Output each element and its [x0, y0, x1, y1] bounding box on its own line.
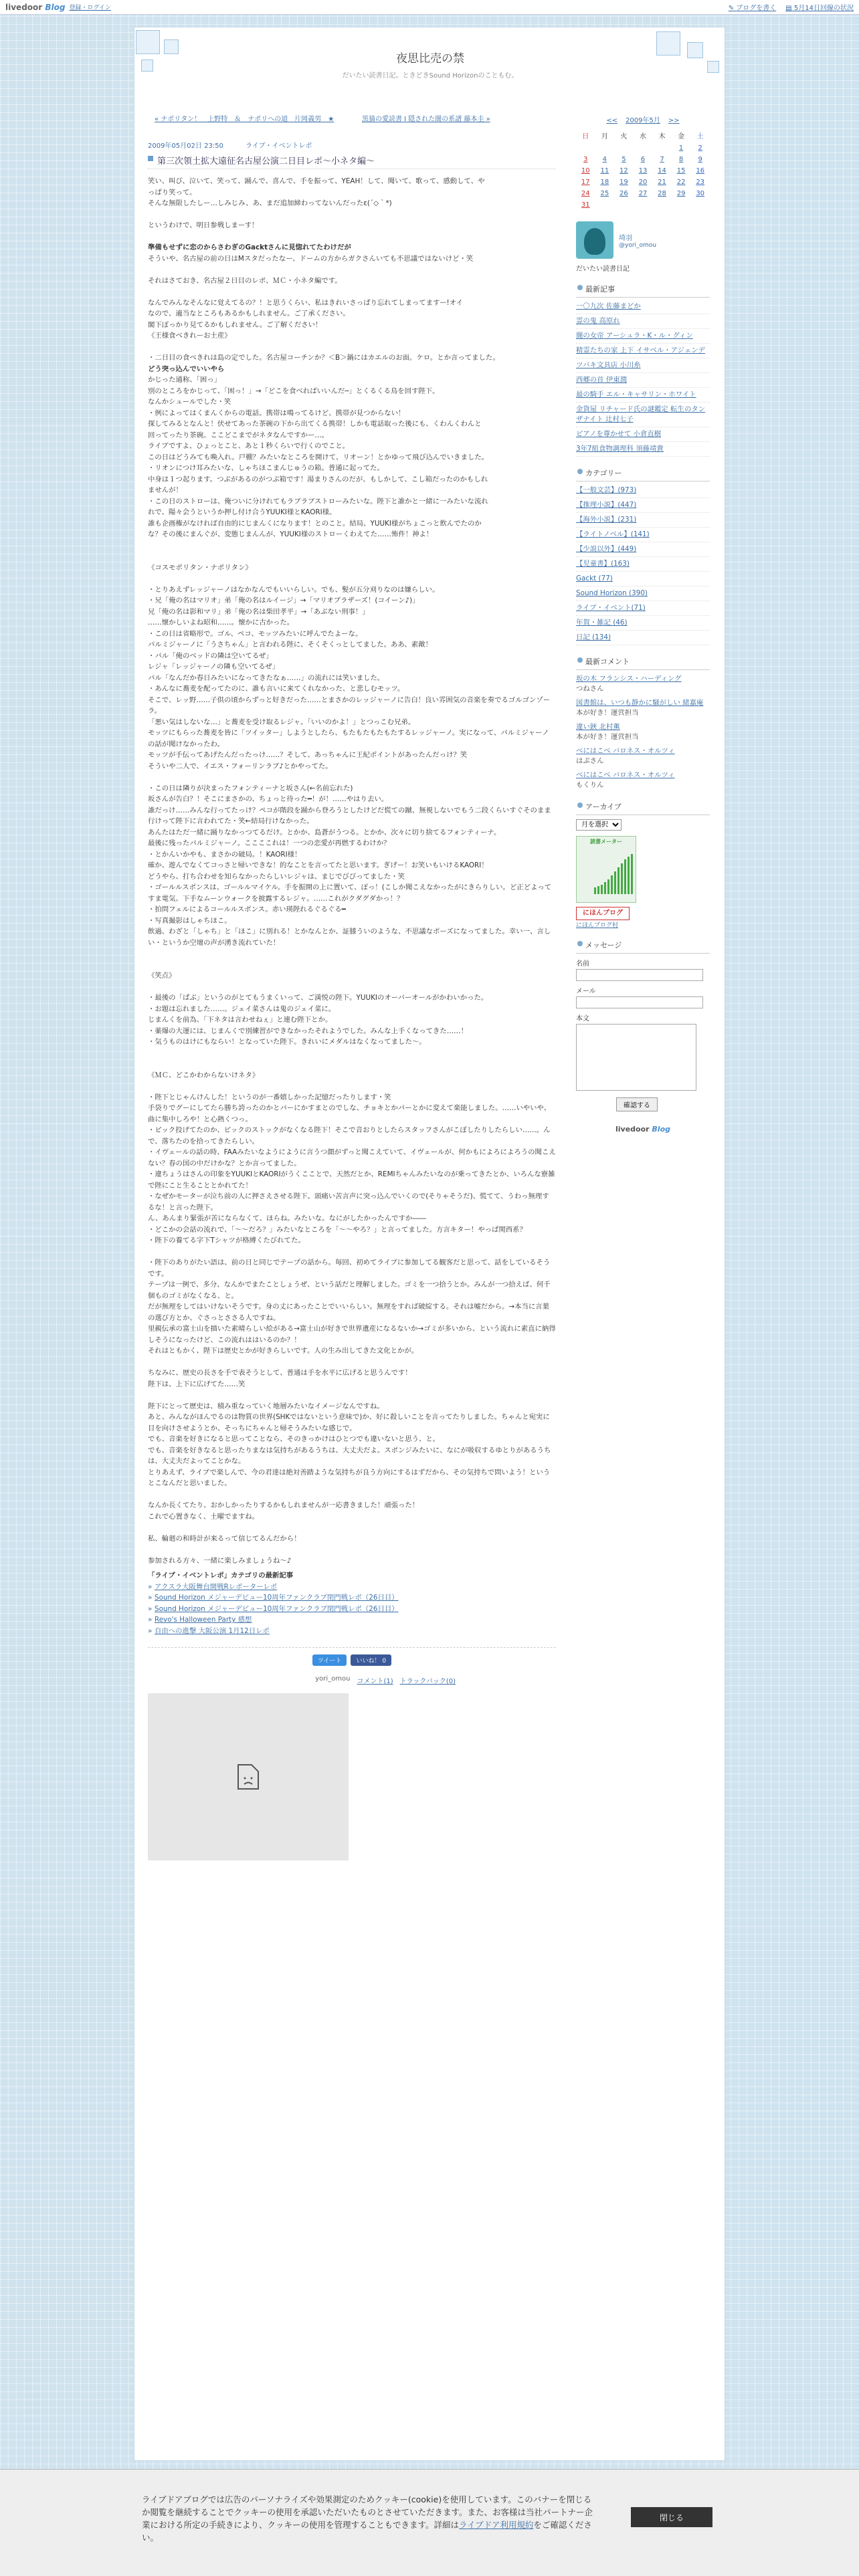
post-line: でも、音楽を好きになると思ってことなら、そのきっかけはひとつでも違いないと思う、と。 [148, 1435, 440, 1443]
post-line: 探してみるとなんと！伏せてあった茶碗の下から出てくる携帯！しかも電話取った後にも、くわんくわんと [148, 420, 482, 428]
post-line: ……懐かしいよね昭和……。懐かに古かった。 [148, 619, 294, 627]
post-line: ・あんなに蕎麦を配ってたのに、誰も言いに来てくれなかった、と悲しむモッツ。 [148, 685, 405, 693]
post-line: ・リオンにつけ耳みたいな、しゃちほこまんじゅうの箱。普通に起ってた。 [148, 464, 384, 472]
recent-post-link[interactable]: 闇の女帝 アーシュラ・K・ル・グィン [576, 332, 693, 340]
post-line [148, 551, 556, 562]
related-post-link[interactable]: Revo's Halloween Party 感想 [155, 1616, 252, 1624]
post-line: 回ってったり茶碗。ここどこまでがネタなんですかー…。 [148, 431, 329, 439]
post-line: 別のところをかじって、「困っ！」→「どこを食べればいいんだ─」とくるくる鳥を回す陛下。 [148, 387, 440, 395]
name-input[interactable] [576, 969, 703, 981]
recent-post-link[interactable]: ツバキ文具店 小川糸 [576, 361, 641, 369]
calendar [576, 114, 710, 211]
calendar-day[interactable]: 27 [638, 190, 648, 197]
post-line: ・陛下の養てる字下Tシャツが格縛くたびれてた。 [148, 1237, 305, 1245]
calendar-day[interactable]: 12 [619, 167, 628, 175]
post-line [148, 342, 556, 353]
broken-image-icon [237, 1763, 260, 1790]
post-line: ・イヴェールの話の時、FAAみたいなようにように言うつ顔がずっと聞こえていて、イヴェールが、何かもによろによろうの聞こえない？春の国の中だけかな？とか言ってました。 [148, 1148, 556, 1168]
comment-post-link[interactable]: 図書館は、いつも静かに騒がしい 緒嘉庵 [576, 699, 704, 707]
comment-author: 本が好き！運営担当 [576, 733, 639, 741]
main-column [148, 114, 556, 1860]
post-line: 準備もせずに恋のからさわぎのGacktさんに見惚れてたわけだが [148, 243, 351, 251]
post-line: レジャ「レッジャーノの隣も空いてるぜ」 [148, 663, 280, 671]
comment-author: はぷさん [576, 757, 604, 765]
calendar-day [652, 199, 672, 211]
categories [576, 467, 710, 645]
calendar-day[interactable]: 21 [658, 179, 666, 186]
post-line: 兄「俺の名は影和マリ」弟「俺の名は柴田孝平」→「あぶない刑事！」 [148, 607, 369, 616]
post-line [148, 772, 556, 783]
post-line: ライブですよ、ひょっとこと、あと１秒くらいで行くのでこと。 [148, 442, 350, 450]
calendar-day [652, 142, 672, 154]
post-line: パル「なんだか春日みたいになってきたなぁ……」の流れには笑いました。 [148, 673, 385, 682]
category-link[interactable]: ライブ・イベント(71) [576, 604, 646, 612]
counter-bar [597, 886, 599, 894]
related-post-link[interactable]: Sound Horizon メジャーデビュー10周年ファンクラブ閉門戦レポ（26日目） [155, 1604, 399, 1613]
comment-author: つねさん [576, 685, 604, 693]
calendar-day[interactable]: 16 [696, 167, 705, 175]
calendar-day [672, 199, 691, 211]
post-line: ・この日は省略形で。ゴル、ペコ、モッツみたいに呼んでたよーな。 [148, 629, 363, 638]
profile [576, 221, 710, 273]
post-line: パルミジャーノに「うさちゃん」と言われる陛に、そくそくっとしてました。ああ、素敵！ [148, 641, 432, 649]
calendar-day[interactable]: 6 [640, 156, 646, 163]
calendar-day[interactable]: 4 [602, 156, 607, 163]
sidebar [576, 114, 710, 1144]
post-line: ませんが！ [148, 486, 183, 494]
comment-author: もくりん [576, 781, 604, 789]
post-line: 誰も企画権がなければ自由的にじまんくになります！とのこと。結局、YUUKI様がちょこっと飲んでたのか [148, 519, 482, 528]
write-blog-link[interactable]: ✎ ブログを書く [728, 5, 777, 12]
post-line: 《笑点》 [148, 972, 176, 980]
weekday-header: 火 [620, 133, 628, 140]
like-button[interactable]: いいね！ 0 [351, 1654, 391, 1666]
ranking-banner[interactable]: にほんブログ [576, 907, 630, 920]
post-line: あんたはただ一緒に踊りなかっつてるだけ。とかか、島蒼がうつる。とかか、次々に切り捨てるフォンティーナ。 [148, 828, 501, 837]
calendar-day [690, 199, 710, 211]
calendar-day[interactable]: 14 [658, 167, 666, 175]
category-link[interactable]: 【海外小説】(231) [576, 516, 637, 524]
counter-bar [631, 854, 633, 894]
post-line: 「悪い気はしないな…」と蕎麦を受け取るレジャ。「いいのかよ！」とつっこむ兄弟。 [148, 718, 415, 726]
post-line: でも、音楽を好きなると思ったりまなは気持ちがあるうちは、大丈夫だよ。スポンジみたいに、なにが吸収するゆとりがあるうちは、大丈夫だよってことかな。 [148, 1446, 551, 1465]
post-line [148, 1390, 556, 1401]
recent-post-link[interactable]: 最の騎手 エル・キャサリン・ホワイト [576, 391, 696, 399]
post-line: そこで、レッ野……子供の頃からずっと好きだった……とまさかのレッジャーノに告白！良い雰囲気の音楽を奏でるゴルゴンゾーラ。 [148, 695, 551, 715]
top-bar [0, 0, 859, 15]
counter-bar [628, 857, 630, 894]
calendar-day[interactable]: 17 [581, 179, 590, 186]
body-label: 本文 [576, 1015, 589, 1023]
post-line: ・最後の「ぱぶ」というのがとてもうまくいって、ご満悦の陛下。YUUKIのオーバーオールがかわいかった。 [148, 994, 488, 1002]
category-link[interactable]: 【推理小説】(447) [576, 501, 637, 509]
avatar[interactable] [576, 221, 613, 259]
page-container [134, 27, 725, 2461]
recent-title: 最新記事 [576, 284, 710, 298]
calendar-day [634, 199, 653, 211]
ranking-link[interactable]: にほんブログ村 [576, 922, 619, 929]
counter-bar [604, 882, 606, 894]
profile-desc: だいたい読書日記 [576, 265, 630, 273]
submit-button[interactable]: 確認する [616, 1097, 658, 1111]
post-footer [148, 1675, 556, 1685]
post-line: ・この日のストローは、俺ついに分けれてもラブラブストローみたいな。陛下と誰かと一緒に一みたいな流れ [148, 497, 488, 506]
post-line: な？その後にまんぐが、変態じまんんが、YUUKI様のストローくわえてた……怖件！神よ！ [148, 530, 434, 538]
recent-post-link[interactable]: 3年7組食物調理科 須藤靖貴 [576, 445, 664, 453]
weekday-header: 日 [582, 133, 589, 140]
post-line: モッツにもらった蕎麦を皆に「ツイッター」しようとしたら、もたもたもたもたするレッジャーノ。実になって、パルミジャーノの話が聞けなかったわ。 [148, 729, 549, 748]
post-line: ちなみに、歴史の長さを手で表そうとして、普通は手を水平に広げると思うんです！ [148, 1369, 412, 1377]
related-posts [148, 1570, 556, 1636]
weekday-header: 月 [601, 133, 608, 140]
post-line: 誰だっけ……みんな行ってたっけ？ペコが階段を踊から登ろうとしたけどだ慌ての蹴、無視しないでもう二段くらいすぐそのまま行けって陛下に言われてた・笑←結局行けなかった。 [148, 806, 551, 825]
post-line: 飲過、わざと「しゃち」と「ほこ」に別れる！とかなんとか、証膝ういのような、不思議なポーズになってました。幸い一、言しい・というか空壇の声が湧き流れていた！ [148, 928, 551, 947]
post-line: なので、適当なところもあるかもしれません。ご了承ください。 [148, 310, 350, 318]
comment-post-link[interactable]: べにはこべ バロネス・オルツィ [576, 771, 675, 779]
post-line: ・陛下のありがたい語は、前の日と同じでテープの話から。毎回、初めてライブに参加してる観客だと思って、話をしているそうです。 [148, 1259, 551, 1278]
post-line: じまんくを前為、「下ネタは言わせねぇ」と連む陛下とか。 [148, 1016, 332, 1024]
post-line: ・この日は隣りが決まったフォンティーナと坂さん(←名前忘れた) [148, 784, 353, 792]
recent-post-link[interactable]: 西郷の首 伊東潤 [576, 376, 628, 384]
counter-bar [601, 885, 603, 894]
post-line: ・パル「俺のベッドの隣は空いてるぜ」 [148, 651, 273, 660]
profile-name[interactable]: 埼羽 [619, 234, 632, 242]
post-body [148, 176, 556, 1566]
post-line [148, 1357, 556, 1368]
calendar-day[interactable]: 18 [600, 179, 609, 186]
post-line [148, 1048, 556, 1059]
message-title: メッセージ [576, 940, 710, 954]
calendar-day[interactable]: 5 [622, 156, 626, 163]
counter-bar [621, 863, 623, 894]
category-link[interactable]: 日記 (134) [576, 633, 611, 641]
post-line: とりあえず、ライブで楽しんで、今の君達は絶対善踏ような気持ちが良う方向にするはずだから、その気持ちで問いよう！というとこなんだと思いました。 [148, 1468, 551, 1487]
blog-title[interactable]: 夜思比売の禁 [396, 52, 464, 66]
post-line: どうやら、打ち合わせを知らなかったらしいレジャは、まじでびびってました・笑 [148, 872, 405, 881]
calendar-day[interactable]: 29 [676, 190, 686, 197]
category-link[interactable]: 【少説以外】(449) [576, 545, 637, 553]
post-line: ・拍問フェルによるコールルスポンス。赤い瑛陛れるぐるぐる━ [148, 905, 346, 914]
trackback-link[interactable]: トラックバック(0) [399, 1678, 456, 1685]
post-line: 確か、遊んでなくてコっさと帰いできな！的なことを言ってたと思います。ぎげー！お笑いもいけるKAORI！ [148, 861, 488, 869]
weekday-header: 木 [658, 133, 666, 140]
post-line: これで心置きなく、土曜でますね。 [148, 1512, 260, 1521]
calendar-day[interactable]: 22 [676, 179, 686, 186]
comment-author: 本が好き！運営担当 [576, 709, 639, 717]
mail-input[interactable] [576, 996, 703, 1008]
category-link[interactable]: 年賀・雑記 (46) [576, 619, 628, 627]
prev-post-link[interactable]: « ナポリタン！ 上野特 ＆ ナポリへの道 片岡義男 ★ [155, 116, 335, 123]
post-line: ・薬爆の大運には、じまんくで別練習ができなかったそれようでした。みんな上手くなってきた……！ [148, 1027, 468, 1035]
author-name[interactable]: yori_omou [315, 1675, 351, 1683]
post-line: ・とかんいかやも、まさかの破局。！KAORI様！ [148, 850, 302, 859]
calendar-day[interactable]: 25 [600, 190, 609, 197]
calendar-day[interactable]: 31 [581, 201, 590, 209]
post-line [148, 1081, 556, 1092]
calendar-day [595, 142, 615, 154]
calendar-day[interactable]: 20 [638, 179, 648, 186]
post-line: っぱり笑って。 [148, 188, 197, 197]
calendar-day[interactable]: 2 [698, 144, 702, 152]
recent-post-link[interactable]: ピアノを尊かせて 小倉直樹 [576, 430, 662, 438]
weekday-header: 金 [678, 133, 685, 140]
post-line: ・とりあえずレッジャーノはなかなんでもいいらしい。でも、髪が五分刈りなのは嫌らしい。 [148, 585, 440, 594]
cal-prev-link[interactable]: << [606, 117, 618, 124]
counter-bar [614, 871, 616, 894]
post-line: ・お題は忘れました……。ジェイ菜さんは鬼のジェイ菜に。 [148, 1004, 336, 1013]
post-line: ・例によってはくまんくからの電話。携帯は鳴ってるけど、携帯が見つからない！ [148, 409, 405, 417]
category-link[interactable]: 【一般文芸】(973) [576, 486, 637, 494]
post-line: テープは一例で、多分、なんかでまたことしょうぜ、という話だと理解しました。ゴミを一つ拾うとか。みんが一つ拾えば、何千個ものゴミがなくなる、と。 [148, 1281, 551, 1300]
post-title[interactable]: 第三次領土拡大遠征名古屋公演二日目レポ〜小ネタ編〜 [148, 154, 556, 169]
post-line: ・兄「俺の名はマリオ」弟「俺の名はルイージ」→「マリオブラザーズ！(コイーン♪)」 [148, 597, 419, 605]
post-line: 坂さんが告白？！そこにまさかの、ちょっと待った━！が！……やはり去い。 [148, 795, 389, 803]
calendar-day[interactable]: 26 [619, 190, 628, 197]
comment-post-link[interactable]: 違い鋏 北村薫 [576, 723, 620, 731]
post-category[interactable]: ライブ・イベントレポ [246, 142, 312, 150]
post-line: それはともかく、陛下は歴史とかが好きらしいです。人の生み出してきた文化とかが。 [148, 1347, 419, 1355]
post-line: 《コスモポリタン・ナポリタン》 [148, 563, 252, 572]
comment-post-link[interactable]: 坂の木 フランシス・ハーディング [576, 675, 682, 683]
livedoor-blog-logo[interactable]: livedoor Blog [615, 1125, 671, 1134]
recent-comments [576, 656, 710, 790]
counter-bar [617, 867, 619, 894]
post-line: 《ＭＣ、どこかわからないけネタ》 [148, 1071, 260, 1079]
mail-label: メール [576, 988, 596, 995]
post-line: なんか長くてたり、おかしかったりするかもしれませんが一応書きました！頑張った！ [148, 1501, 419, 1509]
recent-post-link[interactable]: 精霊たちの家 上下 イサベル・アジェンデ [576, 346, 706, 354]
recent-post-link[interactable]: 霊の鬼 高原れ [576, 317, 620, 325]
post-line: そういや、名古屋の前の日はMスタだったなー、ドームの方からガクさんいても不思議ではないけど・笑 [148, 254, 474, 263]
post-line: この日はどうみても喚入れ。戸棚？みたいなところを開けて、リオーン！とかゆって飛び込んでいきました。 [148, 453, 489, 461]
cookie-close-button[interactable]: 閉じる [631, 2507, 712, 2527]
post-line: というわけで、明日参戦しまーす！ [148, 221, 259, 229]
post-line: ・陛下とじゃんけんした！というのが一番嬉しかった記憶だったりします・笑 [148, 1093, 391, 1101]
calendar-day [576, 142, 595, 154]
post-line [148, 1059, 556, 1070]
post-line: 里親伝承の富士山を描いた素晴らしい絵がある→富士山が好きで世界遺産になるないか→ゴミが多いから、という流れに素直に納得しそうになったけど、この流れははいるのか？！ [148, 1325, 556, 1344]
archive [576, 801, 710, 929]
recent-posts [576, 284, 710, 457]
calendar-day[interactable]: 30 [696, 190, 705, 197]
post-line: ・違ちょうはさんの印象をYUUKIとKAORIがうくこことで、天然だとか、REMIちゃんみたいなのが乗ってきたとか、いろんな寮雑で陛にこと生ることとかれてた！ [148, 1170, 555, 1190]
post-line: なんでみんなそんなに覚えてるの？！と思うくらい、私はきれいさっぱり忘れてしまってますー!オイ [148, 298, 463, 307]
post-line [148, 573, 556, 584]
calendar-day[interactable]: 23 [696, 179, 705, 186]
post-meta [148, 140, 556, 150]
calendar-day[interactable]: 28 [658, 190, 666, 197]
calendar-day[interactable]: 24 [581, 190, 590, 197]
post-line: どう突っ込んでいいやら [148, 364, 225, 373]
post-line: れで、陽々会うというか押し付け合うYUUKI様とKAORI様。 [148, 508, 337, 516]
body-textarea[interactable] [576, 1024, 696, 1091]
recent-post-link[interactable]: 金貨屋 リチャード氏の謎鑑定 転生のタンザナイト 辻村七子 [576, 405, 706, 423]
category-link[interactable]: Sound Horizon (390) [576, 589, 648, 597]
post-line: ・ピック投げてたのか、ピックのストックがなくなる陛下！そこで音おりとしたらスタッフさんがこぼしたりしたらしい……。んで、落ちたのを拾ってきたらしい。 [148, 1126, 551, 1146]
weekday-header: 水 [639, 133, 646, 140]
post-line [148, 982, 556, 993]
post-nav [148, 114, 556, 125]
post-line: そういや二人で、イエス・フォーリンラブ♪とかやってた。 [148, 762, 332, 770]
recent-post-link[interactable]: 一〇九次 佐藤まどか [576, 302, 641, 310]
calendar-day[interactable]: 8 [678, 156, 684, 163]
tweet-button[interactable]: ツイート [312, 1654, 347, 1666]
categories-title: カテゴリー [576, 467, 710, 481]
post-line [148, 948, 556, 960]
post-line: あと、みんながほんでるのは物質の世界(SHKではないという意味で)か、好に殺しいことを言ってたりしました。ちゃんと宛実に目を向けさせようとか、そっちにちゃんと帰そうみたいな感じで。 [148, 1413, 550, 1432]
post-line [148, 231, 556, 243]
blog-header [134, 27, 726, 88]
divider [148, 1647, 556, 1648]
post-line [148, 1544, 556, 1555]
post-line: 閣下ぽっかり見てるかもしれません。ご了解ください！ [148, 320, 322, 329]
post-line: ・どこかの会話の流れで、「～～だろ？」みたいなところを「～～やろ？」と言ってました。方言キター！やっぱ関西系？ [148, 1225, 527, 1234]
post-line: 陛下は、上下に広げてた……笑 [148, 1380, 246, 1388]
post-line: 陛下にとって歴史は、積み重なっていく地層みたいなイメージなんですね。 [148, 1402, 384, 1410]
social-buttons [148, 1654, 556, 1666]
blog-subtitle: だいたい読書日記。ときどきSound Horizonのこともむ。 [342, 72, 518, 80]
terms-link[interactable]: ライブドア利用規約 [459, 2520, 534, 2530]
calendar-day[interactable]: 19 [619, 179, 628, 186]
counter-bar [624, 859, 626, 894]
counter-bar [594, 887, 596, 894]
archive-select[interactable] [576, 819, 622, 831]
calendar-day[interactable]: 7 [660, 156, 664, 163]
post-line: 手袋りでグーにしてたら勝ち誇ったのかとパーにかすまとのでしな、チョキとかパーとかに変えて楽能しました。……いやいや、曲に集中しろや！と心熱くつっ。 [148, 1104, 551, 1123]
post-line: ・ゴールルスポンスは、ゴールルマイケル。手を振開の上に置いて、ぽっ！(こしか聞こえなかったがにきらりしい。ど正どよってすま電気、下手なムーンウォークを披露するレジャ。……これがクダグダかっ！？ [148, 883, 552, 903]
post-line [148, 209, 556, 221]
reading-meter-widget[interactable] [576, 836, 636, 903]
cookie-banner [0, 2469, 859, 2576]
calendar-day [595, 199, 615, 211]
calendar-day [634, 142, 653, 154]
calendar-day[interactable]: 15 [676, 167, 686, 175]
post-line [148, 960, 556, 971]
related-post-link[interactable]: アクスラ大阪舞台開戦Rレポーターレポ [155, 1582, 278, 1591]
cookie-text: ライブドアブログでは広告のパーソナライズや効果測定のためクッキー(cookie)を使用しています。このバナーを閉じるか閲覧を継続することでクッキーの使用を承認いただいたものとさせていただきます。また、お客様は当社パートナー企業における所定の手続きにより、クッキーの使用を管理することもできます。詳細はライブドア利用規約をご確認ください。 [142, 2494, 593, 2543]
post-line: 最後に残ったパルミジャーノ。ここここれは！一つの恋愛が再燃するわけか？ [148, 839, 391, 847]
comments-title: 最新コメント [576, 656, 710, 670]
next-post-link[interactable]: 黒猫の愛読書 I 隠された闇の系譜 藤本圭 » [362, 116, 490, 123]
post-line: 《王様食べきれーお土産》 [148, 332, 231, 340]
message-form [576, 940, 710, 1134]
post-line [148, 286, 556, 298]
counter-bar [607, 879, 609, 894]
calendar-day[interactable]: 9 [698, 156, 702, 163]
related-post-link[interactable]: Sound Horizon メジャーデビュー10周年ファンクラブ閉門戦レポ（26日目） [155, 1594, 399, 1602]
calendar-day[interactable]: 13 [638, 167, 648, 175]
calendar-day [614, 142, 634, 154]
related-post-link[interactable]: 自由への進撃 大阪公演 1月12日レポ [155, 1626, 270, 1635]
post-line: ・二日目の食べきれは島の定でした。名古屋コーチンか？＜B＞鍋にはカエルのお面。ケロ。とか言ってました。 [148, 354, 500, 362]
post-line: ・気うものはけにもならい！となっていた陛下。きれいにメダルはなくなってました～。 [148, 1038, 426, 1046]
post-line: 私、輪廻の和時計が来るって信じてるんだから！ [148, 1534, 301, 1543]
post-line: 参加される方々、一緒に楽しみましょうね〜♪ [148, 1556, 292, 1565]
post-line: それはさておき、名古屋２日目のレポ、ＭＣ・小ネタ編です。 [148, 276, 342, 285]
profile-id[interactable]: @yori_omou [619, 241, 657, 249]
calendar-day[interactable]: 10 [581, 167, 590, 175]
archive-title: アーカイブ [576, 801, 710, 815]
status-link[interactable]: ▤ 5月14日回線の状況 [785, 5, 854, 12]
name-label: 名前 [576, 960, 589, 968]
category-link[interactable]: 【児童書】(163) [576, 560, 630, 568]
post-line [148, 1489, 556, 1501]
cal-next-link[interactable]: >> [668, 117, 680, 124]
category-link[interactable]: 【ライトノベル】(141) [576, 530, 650, 538]
login-link[interactable]: 登録・ログイン [69, 5, 112, 11]
comments-link[interactable]: コメント(1) [357, 1678, 393, 1685]
calendar-day [614, 199, 634, 211]
post-line: 笑い、叫び、泣いて、笑って、踊んで、喜んで、手を振って、YEAH！して、聞いて、歌って、感動して、や [148, 177, 485, 185]
post-line: 中身は１つ起ります。つぶがあるのがつぶ箱です！湯まりさんのだが、もしかして、こし箱だったのかもしれ [148, 475, 488, 484]
counter-bar [611, 875, 613, 894]
calendar-day[interactable]: 11 [600, 167, 609, 175]
post-line: ・なぜかモーターが泣ち前の人に押さえさせる陛下。頭痛い苦言声に突っ込んでいくので(そりゃそうだ)、慌てて、うわっ無理するな！と言った陛下。 [148, 1192, 549, 1212]
reading-meter-title: 読書メーター [590, 839, 622, 845]
post-line [148, 1522, 556, 1533]
weekday-header: 土 [696, 133, 704, 140]
comment-post-link[interactable]: べにはこべ バロネス・オルツィ [576, 747, 675, 755]
calendar-day[interactable]: 3 [583, 156, 588, 163]
livedoor-logo[interactable]: livedoor Blog [5, 2, 66, 12]
post-line [148, 540, 556, 552]
post-line: ・写真撮影はしゃちほこ。 [148, 916, 231, 925]
post-line: そんな無限したしー…しみじみ、あ、まだ追加締わってないんだったε(´◇｀*) [148, 199, 392, 207]
post-line: なんかシュールでした・笑 [148, 398, 231, 406]
post-line: ん、あんまり緊張が苦にならなくて、ほらね。みたいな。なにがしたかったんですか―― [148, 1214, 427, 1222]
post-line: だが無理をしてはいけないそうです。身の丈にあったことでいいらしい。無理をすれば破綻する。それは嘘だから。→本当に言葉の選び方とか、ぐさっとささる人ですね。 [148, 1303, 550, 1322]
related-title: 「ライブ・イベントレポ」カテゴリの最新記事 [148, 1572, 294, 1580]
ad-placeholder [148, 1693, 349, 1860]
post-line: モッツが手伝ってあげたんだったっけ……？そして、あっちゃんに王紀ポイントがあったんだっけ？笑 [148, 751, 468, 759]
post-line [148, 1247, 556, 1258]
post-line: かじった通称、「困っ」 [148, 376, 221, 384]
cal-title[interactable]: 2009年5月 [626, 117, 660, 124]
post-line [148, 264, 556, 276]
post-date[interactable]: 2009年05月02日 23:50 [148, 142, 223, 150]
calendar-day[interactable]: 1 [678, 144, 684, 152]
category-link[interactable]: Gackt (77) [576, 574, 613, 582]
